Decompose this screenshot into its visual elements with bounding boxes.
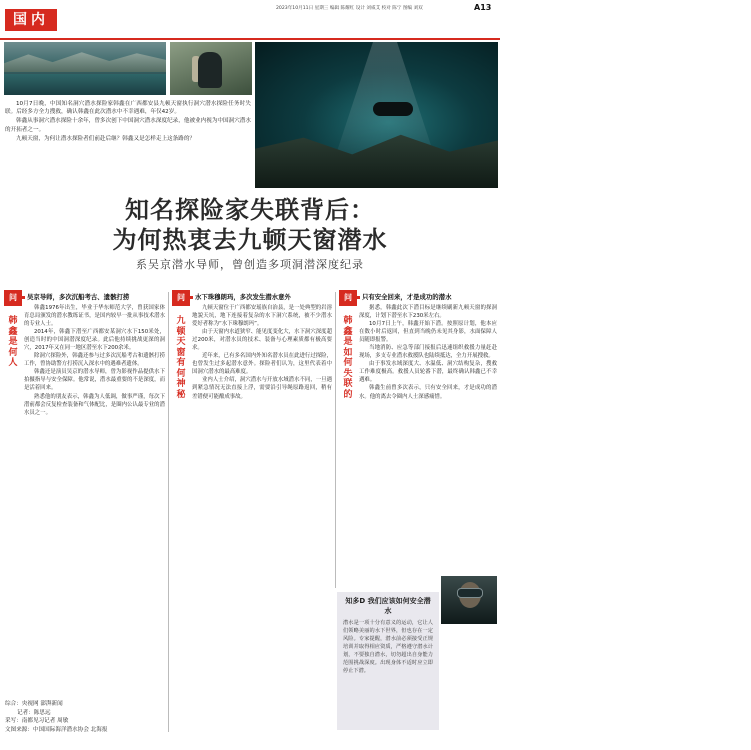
credits-reporter: 记者：陈思远 <box>17 709 51 716</box>
tip-box <box>337 592 439 730</box>
photo-karst-lake <box>4 42 166 95</box>
column-divider <box>335 292 336 588</box>
headline-line-1: 知名探险家失联背后： <box>125 195 375 224</box>
tip-body: 潜水是一项十分有意义的运动，它让人们领略美丽的水下世界，但也存在一定风险。专家提醒，潜水前必须接受正规培训并取得相应资质，严格遵守潜水计划，不要独自潜水，切勿超出自身能力范围挑战深度。出现身体不适时应立即停止下潜。 <box>343 620 433 674</box>
column-3-paragraph: 当地消防、应急等部门接报后迅速组织救援力量赶赴现场，多支专业潜水救援队也陆续抵达，全力开展搜救。 <box>359 345 497 360</box>
article-credits <box>5 700 165 734</box>
column-3-paragraph: 韩鑫生前曾多次表示，只有安全回来，才是成功的潜水。他的离去令圈内人士深感痛惜。 <box>359 385 497 400</box>
header-meta: 2023年10月11日 星期三 编辑 陈耀红 设计 刘威艾 校对 陈宁 图编 刘双 <box>276 6 423 11</box>
headline-block <box>0 195 500 273</box>
header-rule <box>0 38 500 40</box>
column-2-paragraph: 九顿天窗位于广西都安瑶族自治县，是一处典型的岩溶地貌天坑，地下连接着复杂的水下洞穴系统，被不少潜水爱好者称为“水下珠穆朗玛”。 <box>192 305 332 328</box>
column-3-vertical-title: 韩鑫是如何失联的 <box>343 316 353 400</box>
photo-dive-mask <box>457 588 483 598</box>
photo-caption: 中国知名洞穴探险潜水员韩鑫 <box>685 202 751 208</box>
column-3-body <box>359 304 497 574</box>
column-divider <box>168 292 169 732</box>
photo-diver-figure <box>198 52 222 88</box>
intro-paragraph: 10月7日晚，中国知名洞穴潜水探险家韩鑫在广西都安县九顿天窗执行洞穴潜水探险任务时失联。后经多方全力搜救，确认韩鑫在此次潜水中不幸遇难，年仅42岁。 <box>5 101 251 116</box>
credits-writer: 采写：南都见习记者 周敏 <box>5 718 69 724</box>
intro-summary <box>5 100 251 144</box>
photo-diver-portrait <box>441 576 497 624</box>
column-2-body <box>192 304 332 730</box>
column-2-title: 水下珠穆朗玛，多次发生潜水意外 <box>190 292 291 301</box>
column-1-paragraph: 2014年，韩鑫下潜至广西都安某洞穴水下150米处，创造当时的中国洞潜深度纪录。此后他持续挑战更深的洞穴，2017年又在同一地区潜至水下200余米。 <box>24 329 165 352</box>
tip-title: 知多D 我们应该如何安全潜水 <box>345 597 431 615</box>
column-3-paragraph: 据悉，韩鑫此次下潜目标是继续刷新九顿天窗的探洞深度，计划下潜至水下230米左右。 <box>359 305 497 320</box>
question-badge-1: 问 <box>4 290 22 306</box>
column-1-paragraph: 韩鑫还是演员吴京的潜水导师，曾为影视作品提供水下拍摄指导与安全保障。他常说，潜水最重要的不是深度，而是活着回来。 <box>24 369 165 392</box>
intro-paragraph: 韩鑫从事洞穴潜水探险十余年，曾多次创下中国洞穴潜水深度纪录，他被业内视为中国洞穴潜水的开拓者之一。 <box>5 118 251 133</box>
photo-water <box>4 74 166 95</box>
column-1-paragraph: 韩鑫1976年出生，毕业于华东师范大学，曾获国家体育总局颁发的潜水教练证书，是国内较早一批从事技术潜水的专业人士。 <box>24 305 165 328</box>
column-1-paragraph: 除洞穴探险外，韩鑫还参与过多次沉船考古和遗骸打捞工作，曾协助警方打捞沉入深水中的遇难者遗体。 <box>24 353 165 368</box>
column-2-paragraph: 业内人士介绍，洞穴潜水与开放水域潜水不同，一旦遇到紧急情况无法直接上浮，需要沿引导绳原路返回，稍有差错便可能酿成事故。 <box>192 377 332 400</box>
photo-diver-silhouette <box>373 102 413 116</box>
credits-source: 综合：央视网 澎湃新闻 <box>5 701 63 707</box>
column-1-body <box>24 304 165 696</box>
headline-subtitle: 系吴京潜水导师，曾创造多项洞潜深度纪录 <box>136 258 364 271</box>
column-2-paragraph: 由于天窗内水道狭窄、能见度变化大，水下洞穴深度超过200米，对潜水员的技术、装备与心理素质都有极高要求。 <box>192 329 332 352</box>
headline-line-2: 为何热衷去九顿天窗潜水 <box>112 225 388 254</box>
column-2-vertical-title: 九顿天窗有何神秘 <box>176 316 186 400</box>
question-badge-3: 问 <box>339 290 357 306</box>
photo-mountain-ridge <box>4 50 166 72</box>
page-number: A13 <box>474 3 492 12</box>
column-1-title: 吴京导师，多次沉船考古、遗骸打捞 <box>22 292 129 301</box>
column-3-title: 只有安全回来，才是成功的潜水 <box>357 292 451 301</box>
question-badge-2: 问 <box>172 290 190 306</box>
page-masthead <box>0 0 500 40</box>
column-2-paragraph: 近年来，已有多名国内外知名潜水员在此进行过探险，也曾发生过多起潜水意外。探险者们认为，这里代表着中国洞穴潜水的最高难度。 <box>192 353 332 376</box>
photo-underwater-cave <box>255 42 751 208</box>
section-tag: 国内 <box>5 9 57 31</box>
column-1-vertical-title: 韩鑫是何人 <box>8 316 18 368</box>
column-3-paragraph: 10月7日上午，韩鑫开始下潜。按照原计划，他本应在数小时后返回，但直到当晚仍未见其身影，水面保障人员随即报警。 <box>359 321 497 344</box>
intro-paragraph: 九顿天窗，为何让潜水探险者们前赴后继？韩鑫又是怎样走上这条路的？ <box>16 135 196 142</box>
credits-image-source: 文图来源：中国国际海洋潜水协会 北海报 <box>5 726 108 733</box>
column-1-paragraph: 熟悉他的朋友表示，韩鑫为人低调，做事严谨，每次下潜前都会反复检查装备和气体配比，是圈内公认最专业的潜水员之一。 <box>24 393 165 416</box>
column-3-paragraph: 由于事发水域深度大、水温低、洞穴结构复杂，搜救工作难度极高。救援人员轮番下潜，最终确认韩鑫已不幸遇难。 <box>359 361 497 384</box>
photo-diver-gearing <box>170 42 252 95</box>
